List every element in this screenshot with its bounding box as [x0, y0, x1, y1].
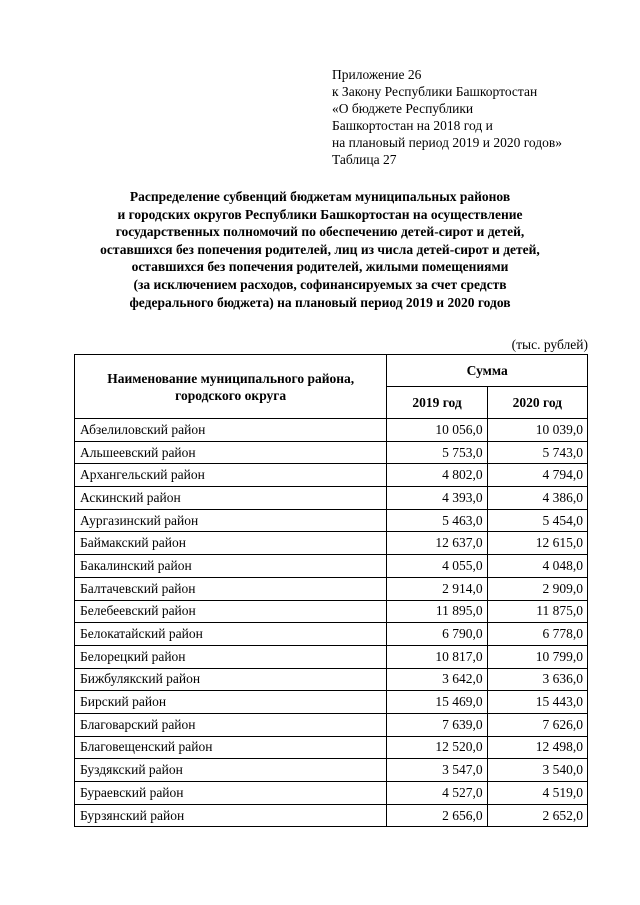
row-value-2020: 15 443,0: [487, 691, 587, 714]
row-value-2020: 10 039,0: [487, 419, 587, 442]
header-year-2020: 2020 год: [487, 387, 587, 419]
table-row: [75, 759, 588, 782]
row-name: Бижбулякский район: [75, 668, 387, 691]
row-name: Благовещенский район: [75, 736, 387, 759]
appendix-line: «О бюджете Республики: [332, 101, 474, 116]
table-row: [75, 532, 588, 555]
row-value-2020: 6 778,0: [487, 623, 587, 646]
row-value-2019: 2 914,0: [387, 577, 487, 600]
row-value-2020: 5 454,0: [487, 509, 587, 532]
table-row: [75, 713, 588, 736]
document-title: [60, 188, 580, 311]
row-value-2020: 2 652,0: [487, 804, 587, 827]
row-value-2020: 3 540,0: [487, 759, 587, 782]
row-name: Белокатайский район: [75, 623, 387, 646]
table-row: [75, 782, 588, 805]
row-value-2020: 12 498,0: [487, 736, 587, 759]
table-row: [75, 600, 588, 623]
header-name: Наименование муниципального района, городского округа: [75, 355, 387, 419]
row-name: Аургазинский район: [75, 509, 387, 532]
row-name: Буздякский район: [75, 759, 387, 782]
row-value-2019: 12 520,0: [387, 736, 487, 759]
row-value-2020: 4 386,0: [487, 487, 587, 510]
row-name: Архангельский район: [75, 464, 387, 487]
row-name: Абзелиловский район: [75, 419, 387, 442]
appendix-line: Башкортостан на 2018 год и: [332, 118, 493, 133]
row-name: Баймакский район: [75, 532, 387, 555]
title-line: оставшихся без попечения родителей, жилыми помещениями: [131, 259, 509, 275]
row-value-2019: 15 469,0: [387, 691, 487, 714]
row-name: Аскинский район: [75, 487, 387, 510]
row-name: Белебеевский район: [75, 600, 387, 623]
row-value-2020: 12 615,0: [487, 532, 587, 555]
row-value-2019: 7 639,0: [387, 713, 487, 736]
table-row: [75, 577, 588, 600]
table-row: [75, 645, 588, 668]
row-value-2019: 2 656,0: [387, 804, 487, 827]
row-value-2020: 2 909,0: [487, 577, 587, 600]
row-name: Бурзянский район: [75, 804, 387, 827]
row-value-2020: 4 048,0: [487, 555, 587, 578]
title-line: оставшихся без попечения родителей, лиц из числа детей-сирот и детей,: [100, 241, 540, 257]
row-value-2019: 5 753,0: [387, 441, 487, 464]
units-label: (тыс. рублей): [511, 337, 588, 352]
row-value-2019: 3 547,0: [387, 759, 487, 782]
row-value-2019: 4 393,0: [387, 487, 487, 510]
row-name: Альшеевский район: [75, 441, 387, 464]
row-value-2019: 3 642,0: [387, 668, 487, 691]
table-row: [75, 509, 588, 532]
row-value-2020: 5 743,0: [487, 441, 587, 464]
row-value-2019: 4 802,0: [387, 464, 487, 487]
title-line: и городских округов Республики Башкортостан на осуществление: [117, 206, 523, 222]
title-line: Распределение субвенций бюджетам муниципальных районов: [129, 189, 511, 204]
row-name: Бураевский район: [75, 782, 387, 805]
row-value-2019: 6 790,0: [387, 623, 487, 646]
table-row: [75, 487, 588, 510]
appendix-line: Приложение 26: [332, 67, 422, 82]
row-name: Балтачевский район: [75, 577, 387, 600]
header-sum: Сумма: [387, 355, 588, 387]
table-row: [75, 441, 588, 464]
title-line: (за исключением расходов, софинансируемых за счет средств: [133, 276, 507, 292]
row-value-2020: 3 636,0: [487, 668, 587, 691]
appendix-line: Таблица 27: [332, 152, 397, 167]
table-row: [75, 464, 588, 487]
row-value-2020: 4 519,0: [487, 782, 587, 805]
title-line: федерального бюджета) на плановый период 2019 и 2020 годов: [129, 294, 511, 310]
row-value-2020: 7 626,0: [487, 713, 587, 736]
row-value-2019: 11 895,0: [387, 600, 487, 623]
row-value-2020: 11 875,0: [487, 600, 587, 623]
table-row: [75, 691, 588, 714]
row-value-2020: 4 794,0: [487, 464, 587, 487]
table-row: [75, 736, 588, 759]
header-year-2019: 2019 год: [387, 387, 487, 419]
table-row: [75, 555, 588, 578]
table-row: [75, 804, 588, 827]
row-name: Благоварский район: [75, 713, 387, 736]
row-value-2019: 4 055,0: [387, 555, 487, 578]
title-line: государственных полномочий по обеспечению детей-сирот и детей,: [115, 224, 525, 240]
row-value-2019: 4 527,0: [387, 782, 487, 805]
row-value-2019: 12 637,0: [387, 532, 487, 555]
row-name: Бирский район: [75, 691, 387, 714]
table-row: [75, 419, 588, 442]
row-value-2020: 10 799,0: [487, 645, 587, 668]
table-row: [75, 668, 588, 691]
row-value-2019: 10 817,0: [387, 645, 487, 668]
appendix-reference: [332, 66, 562, 168]
table-body: [75, 419, 588, 827]
table-row: [75, 623, 588, 646]
subsidy-table: [74, 354, 588, 827]
appendix-line: на плановый период 2019 и 2020 годов»: [332, 135, 563, 150]
row-value-2019: 5 463,0: [387, 509, 487, 532]
row-name: Бакалинский район: [75, 555, 387, 578]
row-value-2019: 10 056,0: [387, 419, 487, 442]
row-name: Белорецкий район: [75, 645, 387, 668]
appendix-line: к Закону Республики Башкортостан: [332, 84, 538, 99]
